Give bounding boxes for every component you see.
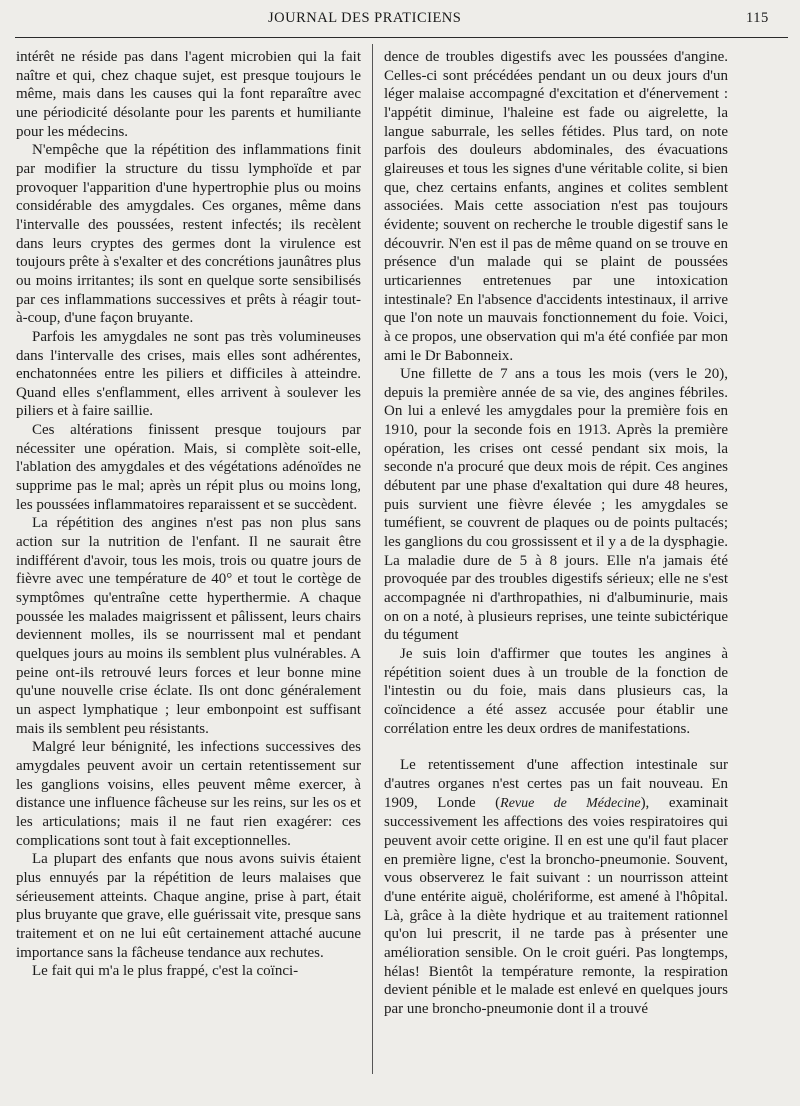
paragraph: dence de troubles digestifs avec les poussées d'angine. Celles-ci sont précédées pendant un ou deux jours d'un léger malaise accompagné d'excitation et d'énervement : l'appétit diminue, l'haleine est fade ou aigrelette, la langue saburrale, les selles fétides. Plus tard, on note parfois des douleurs abdominales, des évacuations glaireuses et tous les signes d'une véritable colite, si bien que, chez certains enfants, angines et colites semblent associées. Mais cette association n'est pas toujours évidente; souvent on recherche le trouble digestif sans le découvrir. N'en est il pas de même quand on se trouve en présence d'un malade qui se plaint de poussées urticariennes entretenues par une intoxication intestinale? En l'absence d'accidents intestinaux, il arrive que l'on note un mauvais fonctionnement du foie. Voici, à ce propos, une observation qui m'a été confiée par mon ami le Dr Babonneix. xyxy=(384,49,728,364)
paragraph: La plupart des enfants que nous avons suivis étaient plus ennuyés par la répétition de leurs malaises que sérieusement atteints. Chaque angine, prise à part, était plus bruyante que grave, elle guérissait vite, presque sans traitement et on ne lui eût certainement attaché aucune importance sans la fâcheuse tendance aux rechutes. xyxy=(16,851,361,961)
paragraph: Parfois les amygdales ne sont pas très volumineuses dans l'intervalle des crises, mais elles sont adhérentes, enchatonnées entre les piliers et difficiles à atteindre. Quand elles s'enflamment, elles arrivent à soulever les piliers et à faire saillie. xyxy=(16,328,361,420)
column-divider xyxy=(372,44,373,1074)
paragraph: Le fait qui m'a le plus frappé, c'est la coïnci- xyxy=(32,963,299,980)
paragraph: intérêt ne réside pas dans l'agent microbien qui la fait naître et qui, chez chaque sujet, est presque toujours le même, mais dans les causes qui la font reparaître avec une périodicité désolante pour les parents et humiliante pour les médecins. xyxy=(16,49,361,140)
paragraph: Malgré leur bénignité, les infections successives des amygdales peuvent avoir un certain retentissement sur les ganglions voisins, elles peuvent même exercer, à distance une influence fâcheuse sur les reins, sur les os et les articulations; mais il ne faut rien exagérer: ces complications sont tout à fait exceptionnelles. xyxy=(16,739,361,849)
header-rule xyxy=(15,37,788,38)
paragraph: Ces altérations finissent presque toujours par nécessiter une opération. Mais, si complète soit-elle, l'ablation des amygdales et des végétations adénoïdes ne supprime pas le mal; après un répit plus ou moins long, les poussées inflammatoires reparaissent et se succèdent. xyxy=(16,422,361,513)
paragraph: N'empêche que la répétition des inflammations finit par modifier la structure du tissu lymphoïde et par provoquer l'apparition d'une hypertrophie plus ou moins considérable des amygdales. Ces organes, même dans l'intervalle des poussées, restent infectés; ils recèlent dans leurs cryptes des germes dont la virulence est toujours prête à s'exalter et des concrétions jaunâtres plus ou moins irritantes; ils sont en quelque sorte sensibilisés par ces inflammations successives et prêts à réagir tout-à-coup, d'une façon bruyante. xyxy=(16,142,361,327)
right-column xyxy=(384,48,728,1018)
paragraph: Une fillette de 7 ans a tous les mois (vers le 20), depuis la première année de sa vie, des angines fébriles. On lui a enlevé les amygdales pour la première fois en 1910, pour la seconde fois en 1913. Après la première opération, les crises ont cessé pendant six mois, la seconde n'a procuré que deux mois de répit. Ces angines débutent par une phase d'exaltation qui dure 48 heures, puis survient une fièvre élevée ; les amygdales se tuméfient, se couvrent de plaques ou de points pultacés; les ganglions du cou grossissent et il y a de la dysphagie. La maladie dure de 5 à 8 jours. Elle n'a jamais été provoquée par des troubles digestifs sérieux; elle ne s'est accompagnée ni d'arthropathies, ni d'albuminurie, mais on on a noté, à plusieurs reprises, une teinte subictérique du tégument xyxy=(384,366,728,644)
journal-citation: Revue de Médecine xyxy=(500,795,641,811)
paragraph: Je suis loin d'affirmer que toutes les angines à répétition soient dues à un trouble de la fonction de l'intestin ou du foie, mais dans plusieurs cas, la coïncidence a été assez accusée pour établir une corrélation entre les deux ordres de manifestations. xyxy=(384,646,728,737)
paragraph: La répétition des angines n'est pas non plus sans action sur la nutrition de l'enfant. Il ne saurait être indifférent d'avoir, tous les mois, trois ou quatre jours de fièvre avec une température de 40° et tout le cortège de symptômes qu'entraîne cette hyperthermie. A chaque poussée les malades maigrissent et pâlissent, leurs chairs deviennent molles, ils se nourrissent mal et pendant quelques jours au moins ils semblent plus vulnérables. A peine ont-ils retrouvé leurs forces et leur bonne mine qu'une nouvelle crise éclate. Ils ont donc généralement un aspect lymphatique ; leur embonpoint est suffisant mais ils semblent peu résistants. xyxy=(16,515,361,737)
page-number: 115 xyxy=(746,10,769,26)
running-title: JOURNAL DES PRATICIENS xyxy=(268,10,462,26)
left-column xyxy=(16,48,361,981)
page-header xyxy=(0,10,800,32)
text-run: Le retentissement d'une affection intestinale sur d'autres organes n'est certes pas un fait nouveau. En 1909, Londe ( xyxy=(384,757,728,811)
paragraph xyxy=(384,756,728,1018)
text-run: ), examinait successivement les affections des voies respiratoires qui peuvent avoir cette origine. Il en est une qu'il faut placer en première ligne, c'est la broncho-pneumonie. Souvent, vous observerez le fait suivant : un nourrisson atteint d'une entérite aiguë, cholériforme, est amené à l'hôpital. Là, grâce à la diète hydrique et au traitement rationnel qu'on lui prescrit, il ne tarde pas à présenter une amélioration sensible. On le croit guéri. Pas longtemps, hélas! Bientôt la température remonte, la respiration devient pénible et le malade est enlevé en quelques jours par une broncho-pneumonie dont il a trouvé xyxy=(384,794,728,1017)
